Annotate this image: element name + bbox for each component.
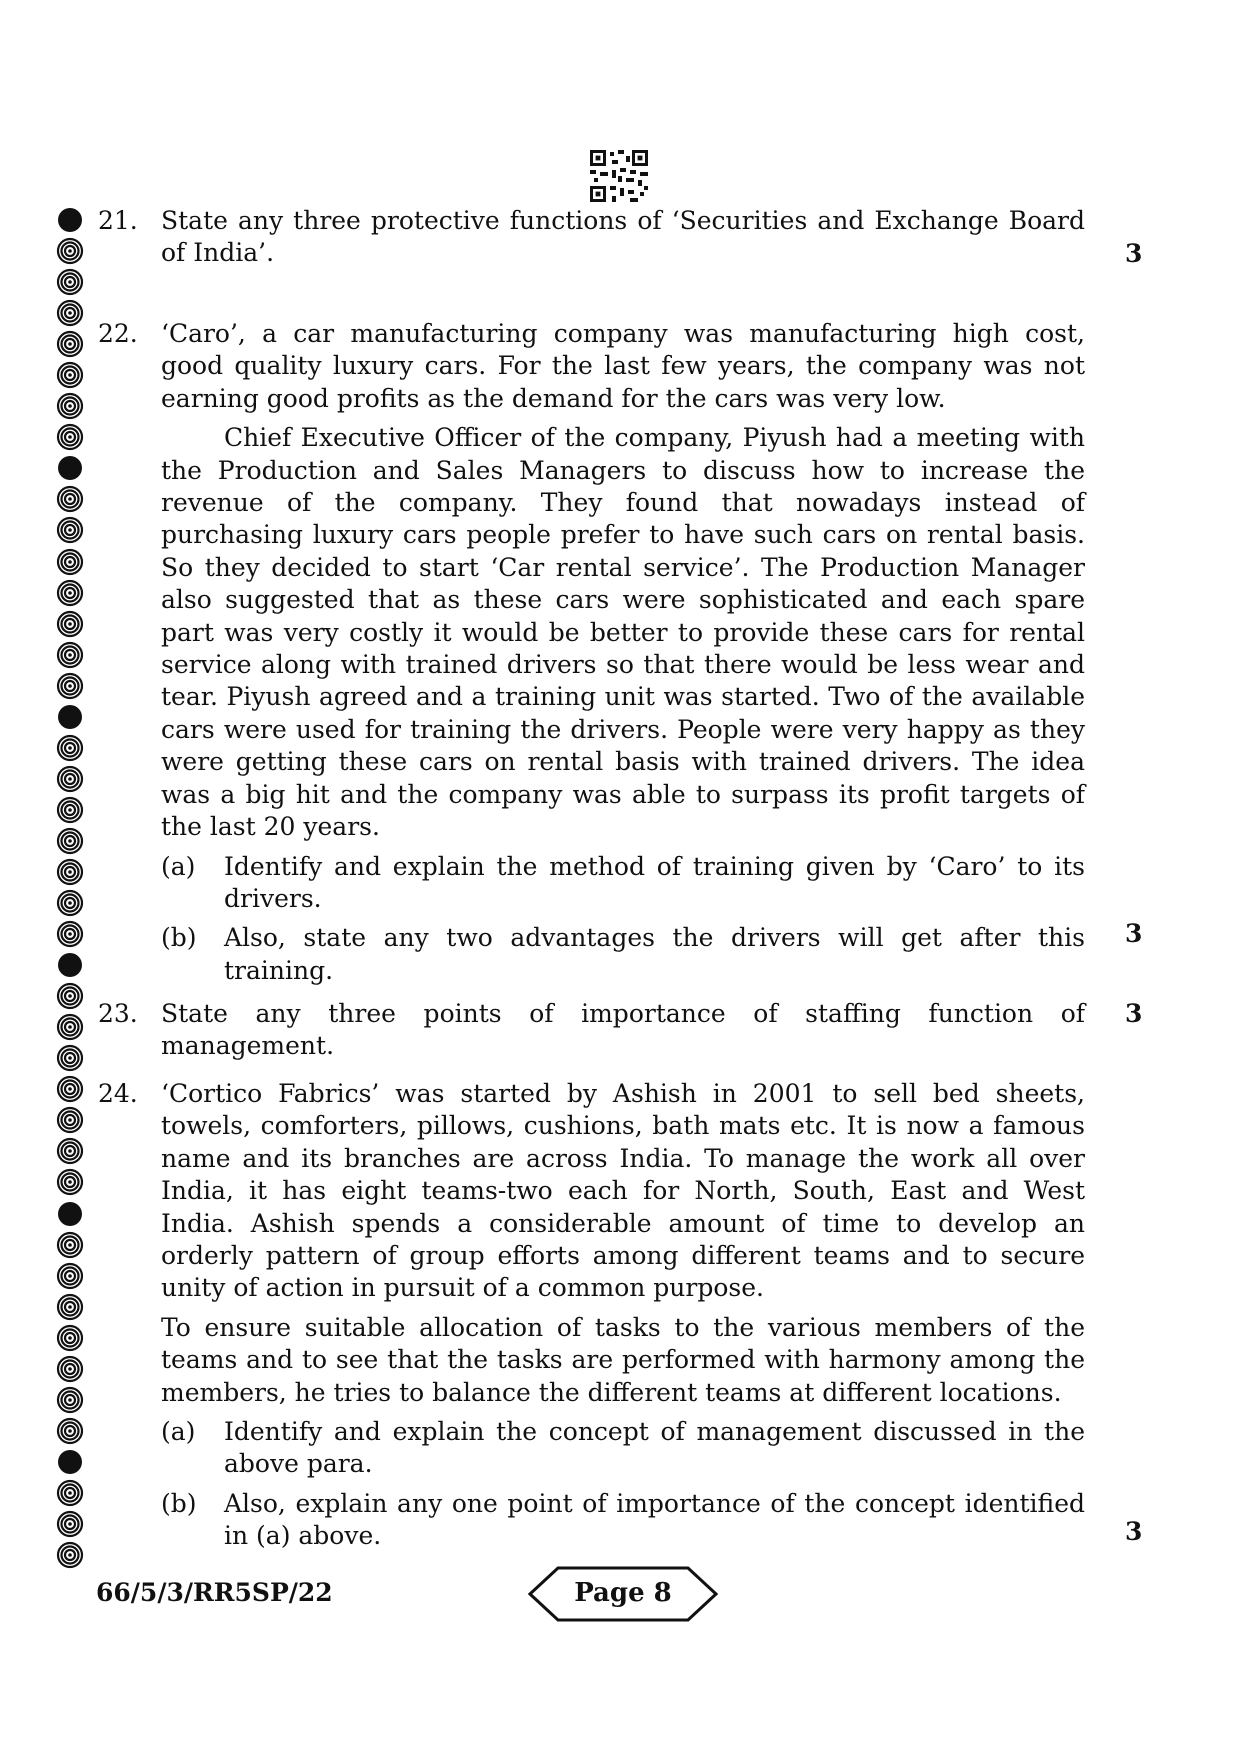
question-text xyxy=(161,318,1085,994)
bullseye-icon xyxy=(56,1075,84,1103)
bullseye-icon xyxy=(56,1324,84,1352)
subpart-label: (a) xyxy=(161,851,196,881)
question-paragraph: State any three protective functions of ‘Securities and Exchange Board of India’. xyxy=(161,206,1085,268)
bullseye-icon xyxy=(56,268,84,296)
bullseye-icon xyxy=(56,299,84,327)
solid-dot-icon xyxy=(56,951,84,979)
question-text xyxy=(161,205,1085,277)
question-text xyxy=(161,1078,1085,1560)
bullseye-icon xyxy=(56,1262,84,1290)
bullseye-icon xyxy=(56,1137,84,1165)
subpart-text: Identify and explain the concept of management discussed in the above para. xyxy=(224,1417,1085,1479)
subpart-text: Also, state any two advantages the drivers will get after this training. xyxy=(224,923,1085,985)
paper-code: 66/5/3/RR5SP/22 xyxy=(96,1578,333,1607)
marks-label: 3 xyxy=(1125,1517,1143,1546)
bullseye-icon xyxy=(56,392,84,420)
marks-label: 3 xyxy=(1125,239,1143,268)
bullseye-icon xyxy=(56,485,84,513)
bullseye-icon xyxy=(56,734,84,762)
subpart-label: (a) xyxy=(161,1417,196,1447)
solid-dot-icon xyxy=(56,703,84,731)
subpart-label: (b) xyxy=(161,923,197,953)
subpart-a xyxy=(161,1416,1085,1481)
question-paragraph: State any three points of importance of staffing function of management. xyxy=(161,999,1085,1061)
bullseye-icon xyxy=(56,1355,84,1383)
bullseye-icon xyxy=(56,1106,84,1134)
bullseye-icon xyxy=(56,920,84,948)
bullseye-icon xyxy=(56,796,84,824)
qr-code xyxy=(590,150,648,202)
solid-dot-icon xyxy=(56,206,84,234)
bullseye-icon xyxy=(56,1510,84,1538)
bullseye-icon xyxy=(56,516,84,544)
question-number: 21. xyxy=(98,206,138,235)
bullseye-icon xyxy=(56,423,84,451)
bullseye-icon xyxy=(56,827,84,855)
question-paragraph: To ensure suitable allocation of tasks to the various members of the teams and to see that the tasks are performed with harmony among the members, he tries to balance the different teams at different locations. xyxy=(161,1312,1085,1407)
subpart-a xyxy=(161,851,1085,916)
solid-dot-icon xyxy=(56,1200,84,1228)
bullseye-icon xyxy=(56,1479,84,1507)
question-paragraph: ‘Cortico Fabrics’ was started by Ashish in 2001 to sell bed sheets, towels, comforters, pillows, cushions, bath mats etc. It is now a famous name and its branches are across India. To manage the work all over India, it has eight teams-two each for North, South, East and West India. Ashish spends a considerable amount of time to develop an orderly pattern of group efforts among different teams and to secure unity of action in pursuit of a common purpose. xyxy=(161,1079,1085,1303)
bullseye-icon xyxy=(56,1293,84,1321)
bullseye-icon xyxy=(56,330,84,358)
marks-label: 3 xyxy=(1125,999,1143,1028)
bullseye-icon xyxy=(56,361,84,389)
bullseye-icon xyxy=(56,1541,84,1569)
question-number: 24. xyxy=(98,1079,138,1108)
solid-dot-icon xyxy=(56,1448,84,1476)
page-number-tag xyxy=(528,1566,718,1622)
bullseye-icon xyxy=(56,579,84,607)
page-number: Page 8 xyxy=(574,1578,672,1608)
question-number: 23. xyxy=(98,999,138,1028)
bullseye-icon xyxy=(56,610,84,638)
subpart-text: Also, explain any one point of importance of the concept identified in (a) above. xyxy=(224,1488,1085,1551)
bullseye-icon xyxy=(56,889,84,917)
solid-dot-icon xyxy=(56,454,84,482)
bullseye-icon xyxy=(56,548,84,576)
bullseye-icon xyxy=(56,1417,84,1445)
bullseye-icon xyxy=(56,672,84,700)
bullseye-icon xyxy=(56,237,84,265)
bullseye-icon xyxy=(56,858,84,886)
bullseye-icon xyxy=(56,765,84,793)
question-paragraph: Chief Executive Officer of the company, Piyush had a meeting with the Production and Sales Managers to discuss how to increase the revenue of the company. They found that nowadays instead of purchasing luxury cars people prefer to have such cars on rental basis. So they decided to start ‘Car rental service’. The Production Manager also suggested that as these cars were sophisticated and each spare part was very costly it would be better to provide these cars for rental service along with trained drivers so that there would be less wear and tear. Piyush agreed and a training unit was started. Two of the available cars were used for training the drivers. People were very happy as they were getting these cars on rental basis with trained drivers. The idea was a big hit and the company was able to surpass its profit targets of the last 20 years. xyxy=(161,423,1085,842)
marks-label: 3 xyxy=(1125,919,1143,948)
bullseye-icon xyxy=(56,982,84,1010)
question-number: 22. xyxy=(98,319,138,348)
bullseye-icon xyxy=(56,641,84,669)
bullseye-icon xyxy=(56,1044,84,1072)
subpart-b xyxy=(161,922,1085,987)
bullseye-icon xyxy=(56,1013,84,1041)
question-paragraph: ‘Caro’, a car manufacturing company was manufacturing high cost, good quality luxury cars. For the last few years, the company was not earning good profits as the demand for the cars was very low. xyxy=(161,319,1085,413)
bullseye-icon xyxy=(56,1386,84,1414)
bullseye-icon xyxy=(56,1168,84,1196)
margin-security-marks xyxy=(56,206,92,1572)
question-text xyxy=(161,998,1085,1070)
subpart-label: (b) xyxy=(161,1488,197,1518)
bullseye-icon xyxy=(56,1231,84,1259)
subpart-b xyxy=(161,1488,1085,1553)
subpart-text: Identify and explain the method of training given by ‘Caro’ to its drivers. xyxy=(224,851,1085,913)
